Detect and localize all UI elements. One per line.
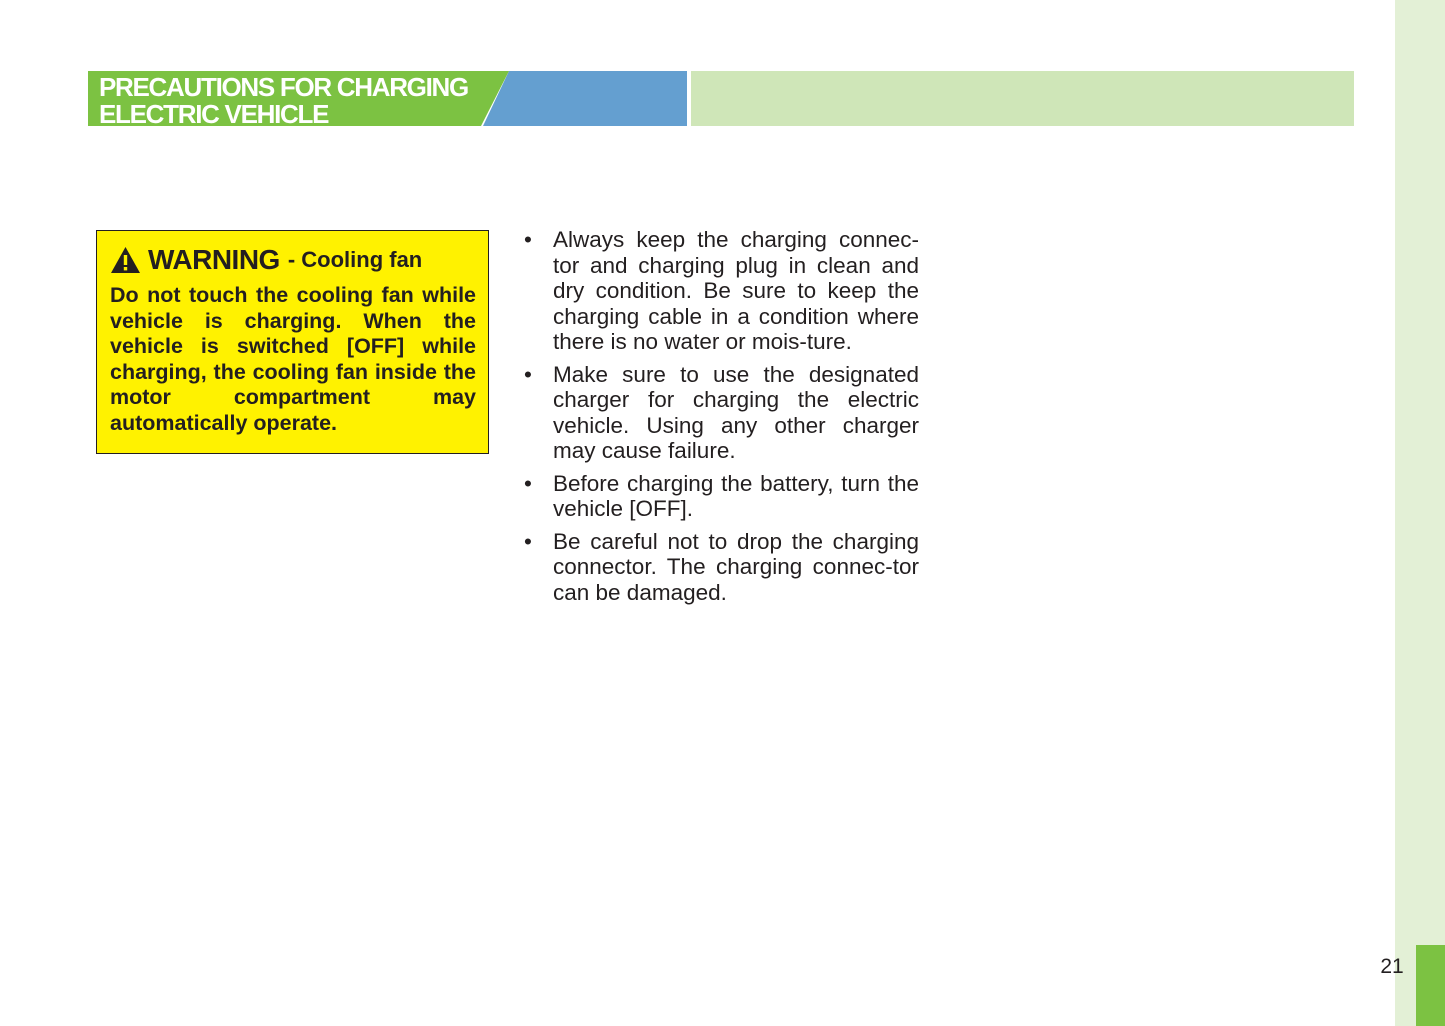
header-blue-bar bbox=[483, 71, 687, 126]
section-header bbox=[88, 71, 1354, 129]
precautions-list bbox=[524, 227, 919, 612]
warning-box bbox=[96, 230, 489, 454]
list-item bbox=[524, 362, 919, 464]
list-item-text: Always keep the charging connec-tor and charging plug in clean and dry condition. Be sure to keep the charging cable in a condition where there is no water or mois-ture. bbox=[553, 227, 919, 354]
warning-subtitle: - Cooling fan bbox=[287, 247, 423, 272]
bullet-dot: • bbox=[524, 227, 532, 252]
bullet-dot: • bbox=[524, 528, 532, 554]
side-strip bbox=[1395, 0, 1445, 1026]
warning-triangle-icon bbox=[110, 246, 141, 274]
list-item bbox=[524, 471, 919, 522]
warning-heading bbox=[110, 243, 476, 277]
list-item bbox=[524, 227, 919, 355]
section-title-line-2: ELECTRIC VEHICLE bbox=[99, 99, 329, 129]
bullet-dot: • bbox=[524, 361, 532, 387]
warning-label: WARNING bbox=[148, 244, 280, 275]
warning-body: Do not touch the cooling fan while vehicle is charging. When the vehicle is switched [OFF] while charging, the cooling fan inside the motor compartment may automatically operate. bbox=[110, 283, 476, 435]
header-light-bar bbox=[691, 71, 1354, 126]
list-item-text: Before charging the battery, turn the vehicle [OFF]. bbox=[553, 470, 919, 521]
section-title bbox=[99, 74, 468, 128]
bullet-dot: • bbox=[524, 470, 532, 496]
list-item-text: Be careful not to drop the charging connector. The charging connec-tor can be damaged. bbox=[553, 528, 919, 605]
list-item bbox=[524, 529, 919, 606]
section-title-line-1: PRECAUTIONS FOR CHARGING bbox=[99, 72, 468, 102]
list-item-text: Make sure to use the designated charger for charging the electric vehicle. Using any other charger may cause failure. bbox=[553, 361, 919, 463]
section-tab bbox=[1416, 945, 1445, 1026]
page-number: 21 bbox=[1380, 955, 1404, 978]
